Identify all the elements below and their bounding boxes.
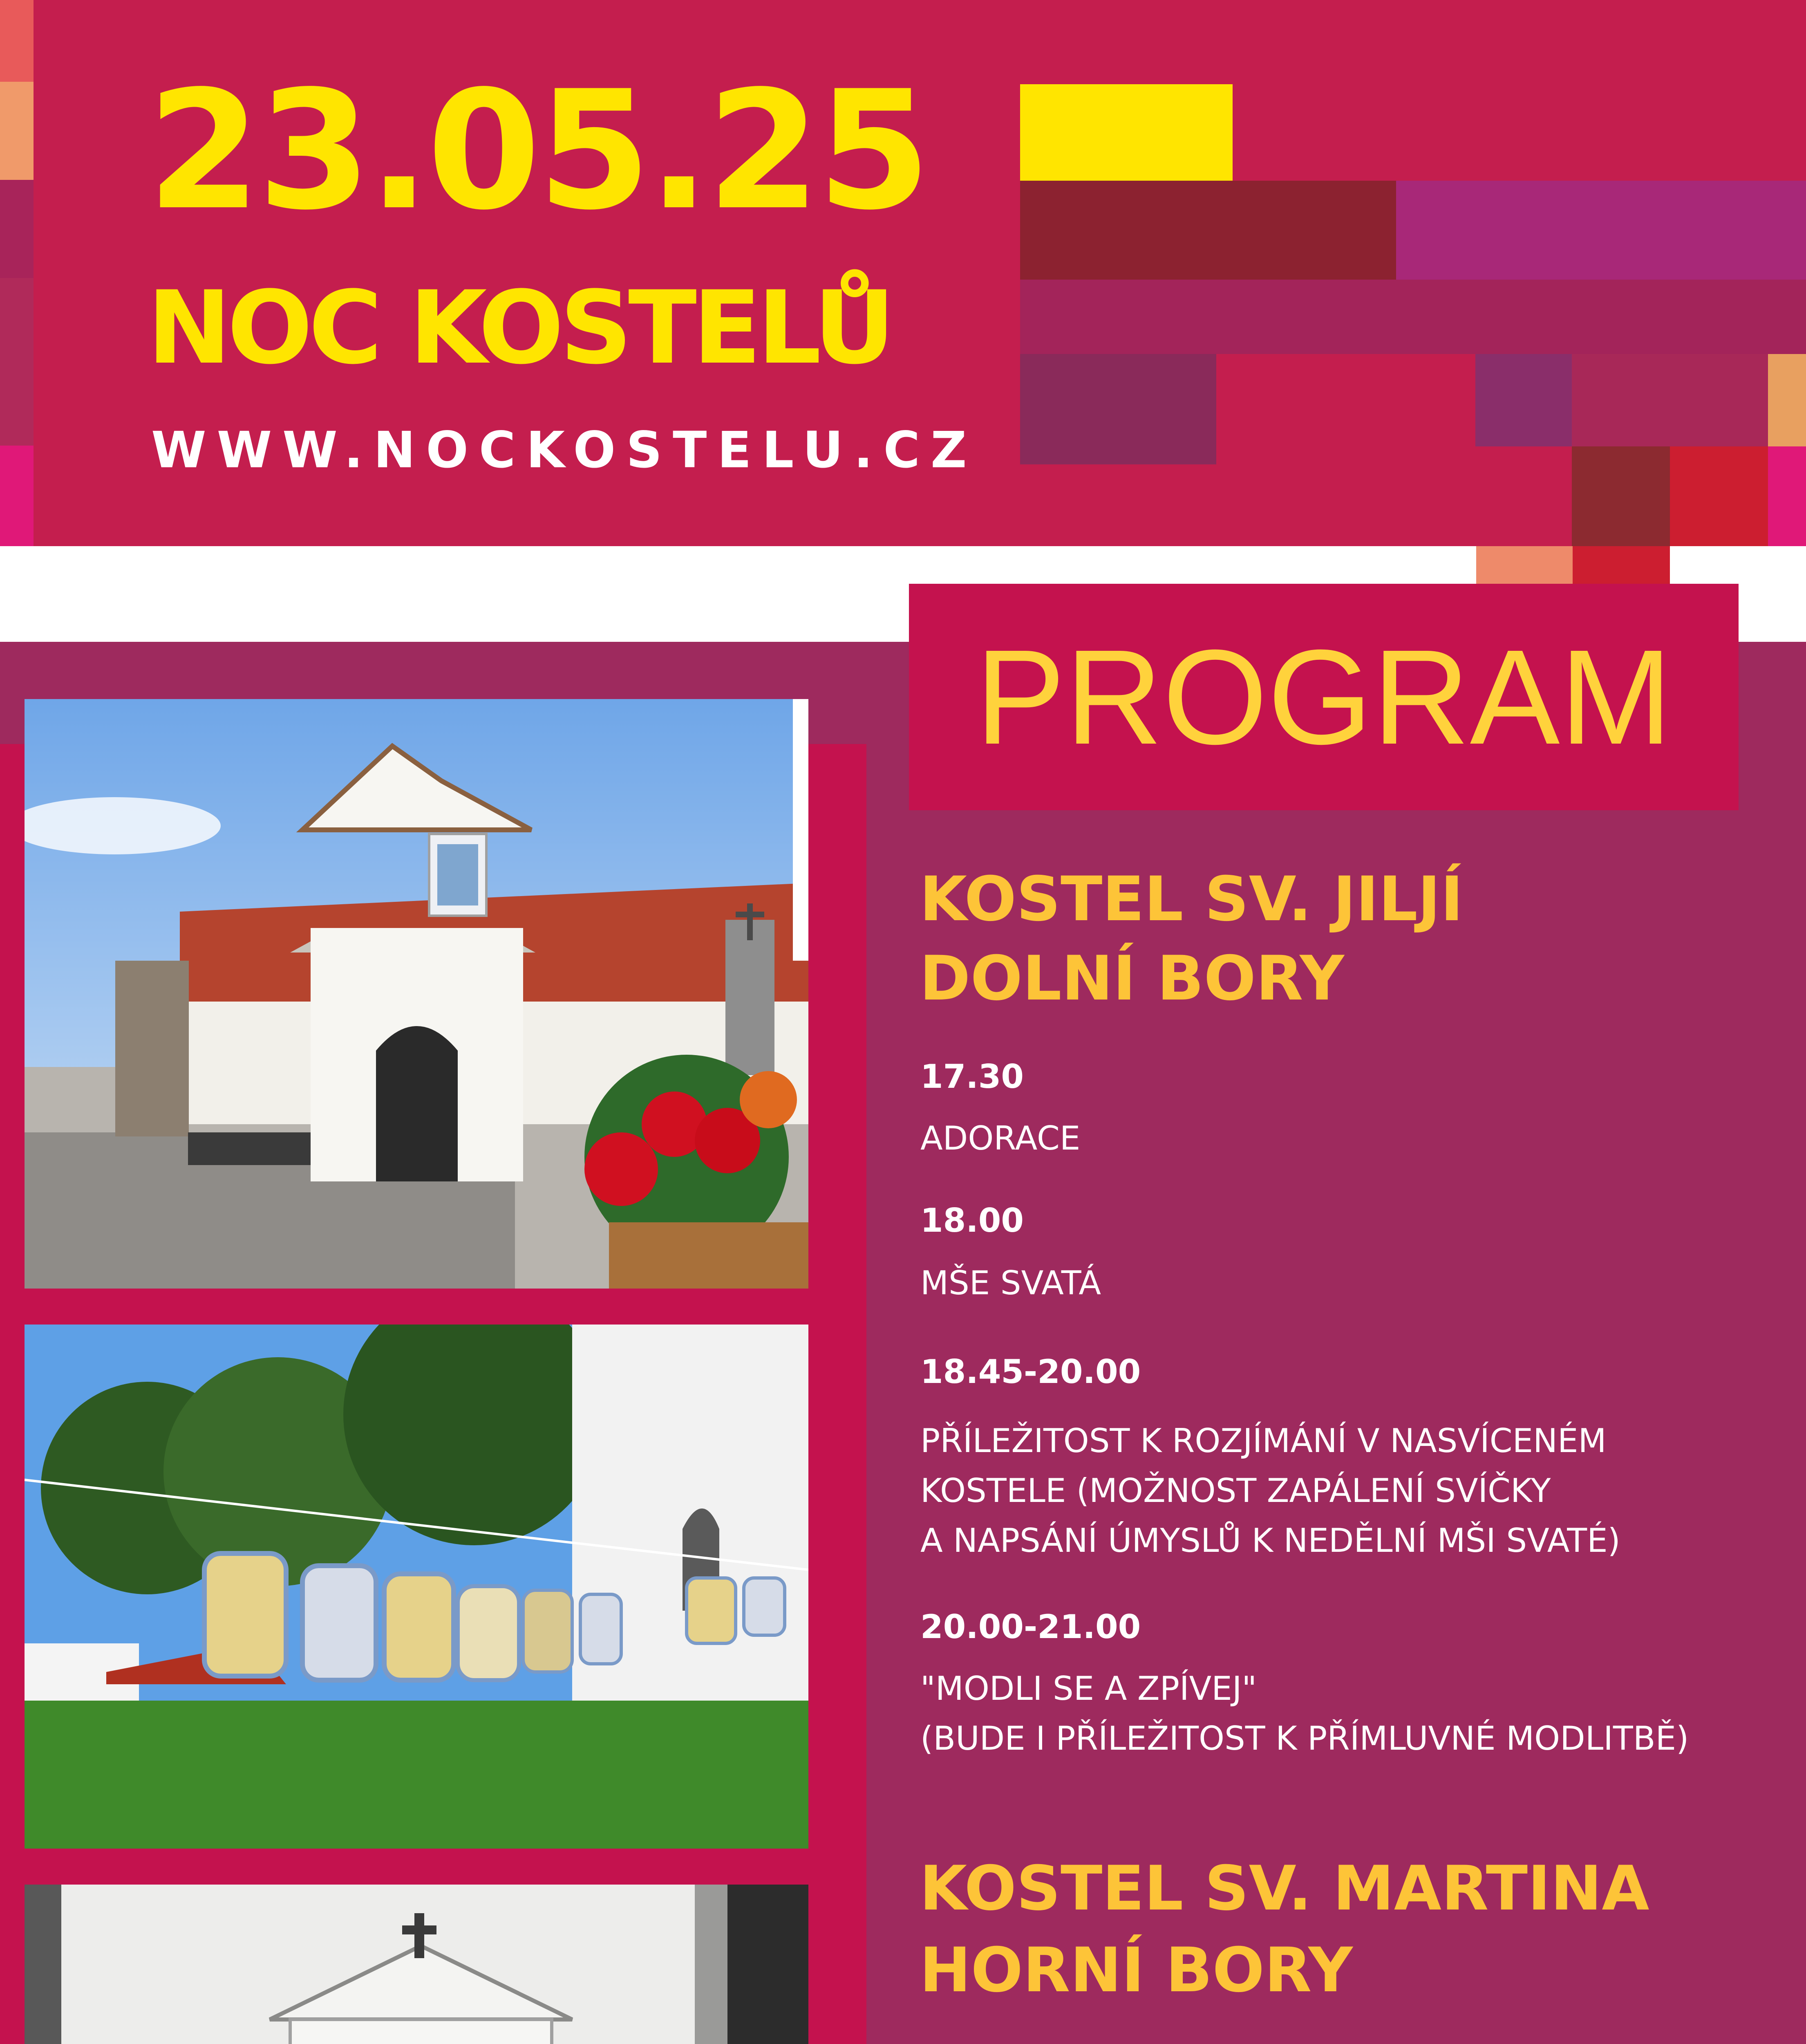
church-2-location: HORNÍ BORY	[920, 1935, 1353, 2006]
deco-square	[1572, 354, 1768, 446]
deco-square	[0, 0, 34, 82]
church-1-name: KOSTEL SV. JILJÍ	[920, 864, 1464, 935]
program-heading-box	[909, 584, 1739, 810]
deco-square	[1670, 446, 1768, 546]
schedule-desc: MŠE SVATÁ	[920, 1264, 1101, 1302]
church-door-illustration	[25, 1885, 808, 2044]
deco-square	[1573, 546, 1670, 584]
church-door-photo	[25, 1885, 808, 2044]
schedule-desc: (BUDE I PŘÍLEŽITOST K PŘÍMLUVNÉ MODLITBĚ)	[920, 1719, 1689, 1757]
deco-square	[1476, 546, 1573, 584]
schedule-time: 17.30	[920, 1058, 1024, 1096]
schedule-desc: "MODLI SE A ZPÍVEJ"	[920, 1670, 1257, 1708]
deco-square	[1020, 280, 1806, 354]
website-link-top[interactable]: WWW.NOCKOSTELU.CZ	[151, 421, 978, 479]
church-gate-photo	[25, 699, 808, 1289]
icons-line-illustration	[25, 1325, 808, 1849]
schedule-time: 18.45-20.00	[920, 1353, 1141, 1391]
deco-square	[0, 278, 34, 446]
event-title: NOC KOSTELŮ	[147, 270, 891, 387]
schedule-desc: ADORACE	[920, 1119, 1081, 1157]
deco-square	[1768, 446, 1806, 546]
schedule-desc: A NAPSÁNÍ ÚMYSLŮ K NEDĚLNÍ MŠI SVATÉ)	[920, 1522, 1620, 1560]
schedule-desc: KOSTELE (MOŽNOST ZAPÁLENÍ SVÍČKY	[920, 1472, 1551, 1510]
deco-square	[1475, 354, 1572, 446]
deco-square	[1020, 84, 1233, 181]
deco-square	[1572, 446, 1670, 546]
deco-square	[0, 180, 34, 278]
schedule-time: 20.00-21.00	[920, 1608, 1141, 1646]
event-date: 23.05.25	[147, 56, 928, 246]
church-gate-illustration	[25, 699, 808, 1289]
deco-square	[1396, 181, 1806, 280]
schedule-time: 18.00	[920, 1201, 1024, 1239]
program-heading: PROGRAM	[975, 621, 1672, 772]
deco-square	[1768, 354, 1806, 446]
deco-square	[0, 446, 34, 546]
deco-square	[1020, 354, 1216, 464]
deco-square	[1020, 181, 1396, 280]
church-2-name: KOSTEL SV. MARTINA	[920, 1853, 1649, 1924]
church-1-location: DOLNÍ BORY	[920, 943, 1344, 1014]
deco-square	[0, 82, 34, 180]
icons-line-photo	[25, 1325, 808, 1849]
schedule-desc: PŘÍLEŽITOST K ROZJÍMÁNÍ V NASVÍCENÉM	[920, 1422, 1607, 1460]
